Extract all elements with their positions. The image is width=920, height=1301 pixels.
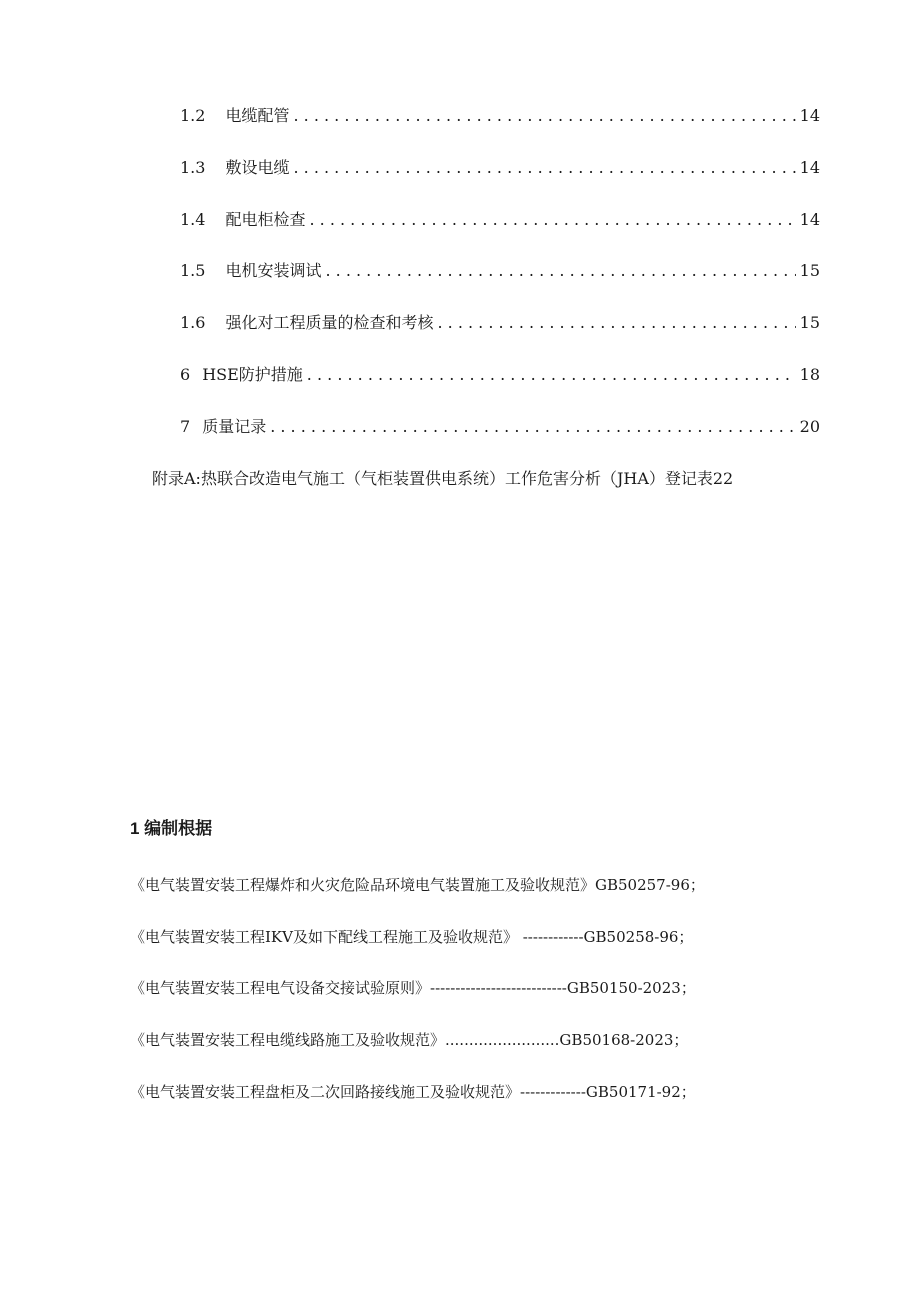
toc-leader	[270, 417, 795, 437]
toc-number: 1.5	[180, 261, 206, 280]
reference-item: 《电气装置安装工程IKV及如下配线工程施工及验收规范》 ------------GB50258-96；	[130, 928, 694, 946]
toc-page-number: 15	[799, 313, 820, 332]
toc-title: 配电柜检查	[225, 210, 306, 229]
toc-title: 质量记录	[202, 417, 267, 436]
toc-number: 1.3	[180, 158, 206, 177]
toc-page-number: 14	[799, 106, 820, 125]
toc-number: 1.4	[180, 210, 206, 229]
toc-page-number: 14	[799, 210, 820, 229]
toc-page-number: 14	[799, 158, 820, 177]
toc-page-number: 20	[799, 417, 820, 436]
toc-leader	[293, 106, 795, 126]
toc-leader	[325, 261, 795, 281]
toc-entry[interactable]	[180, 313, 820, 333]
toc-appendix-entry[interactable]: 附录A:热联合改造电气施工（气柜装置供电系统）工作危害分析（JHA）登记表22	[152, 469, 734, 488]
toc-number: 7	[180, 417, 191, 436]
toc-entry[interactable]	[180, 417, 820, 437]
reference-item: 《电气装置安装工程电缆线路施工及验收规范》........................GB50168-2023；	[130, 1031, 689, 1049]
toc-title: 电机安装调试	[225, 261, 322, 280]
toc-title: HSE防护措施	[202, 365, 303, 384]
toc-number: 1.2	[180, 106, 206, 125]
toc-leader	[437, 313, 795, 333]
reference-item: 《电气装置安装工程爆炸和火灾危险品环境电气装置施工及验收规范》GB50257-96；	[130, 876, 705, 894]
toc-leader	[309, 210, 795, 230]
section-heading: 1 编制根据	[130, 819, 213, 838]
toc-page-number: 15	[799, 261, 820, 280]
toc-entry[interactable]	[180, 210, 820, 230]
toc-entry[interactable]	[180, 106, 820, 126]
toc-title: 敷设电缆	[225, 158, 290, 177]
reference-item: 《电气装置安装工程盘柜及二次回路接线施工及验收规范》-------------GB50171-92；	[130, 1083, 696, 1101]
toc-entry[interactable]	[180, 365, 820, 385]
toc-title: 电缆配管	[225, 106, 290, 125]
toc-number: 1.6	[180, 313, 206, 332]
toc-page-number: 18	[799, 365, 820, 384]
toc-title: 强化对工程质量的检查和考核	[225, 313, 434, 332]
toc-entry[interactable]	[180, 261, 820, 281]
toc-number: 6	[180, 365, 191, 384]
toc-leader	[293, 158, 795, 178]
toc-entry[interactable]	[180, 158, 820, 178]
reference-item: 《电气装置安装工程电气设备交接试验原则》---------------------------GB50150-2023；	[130, 979, 696, 997]
toc-leader	[307, 365, 796, 385]
